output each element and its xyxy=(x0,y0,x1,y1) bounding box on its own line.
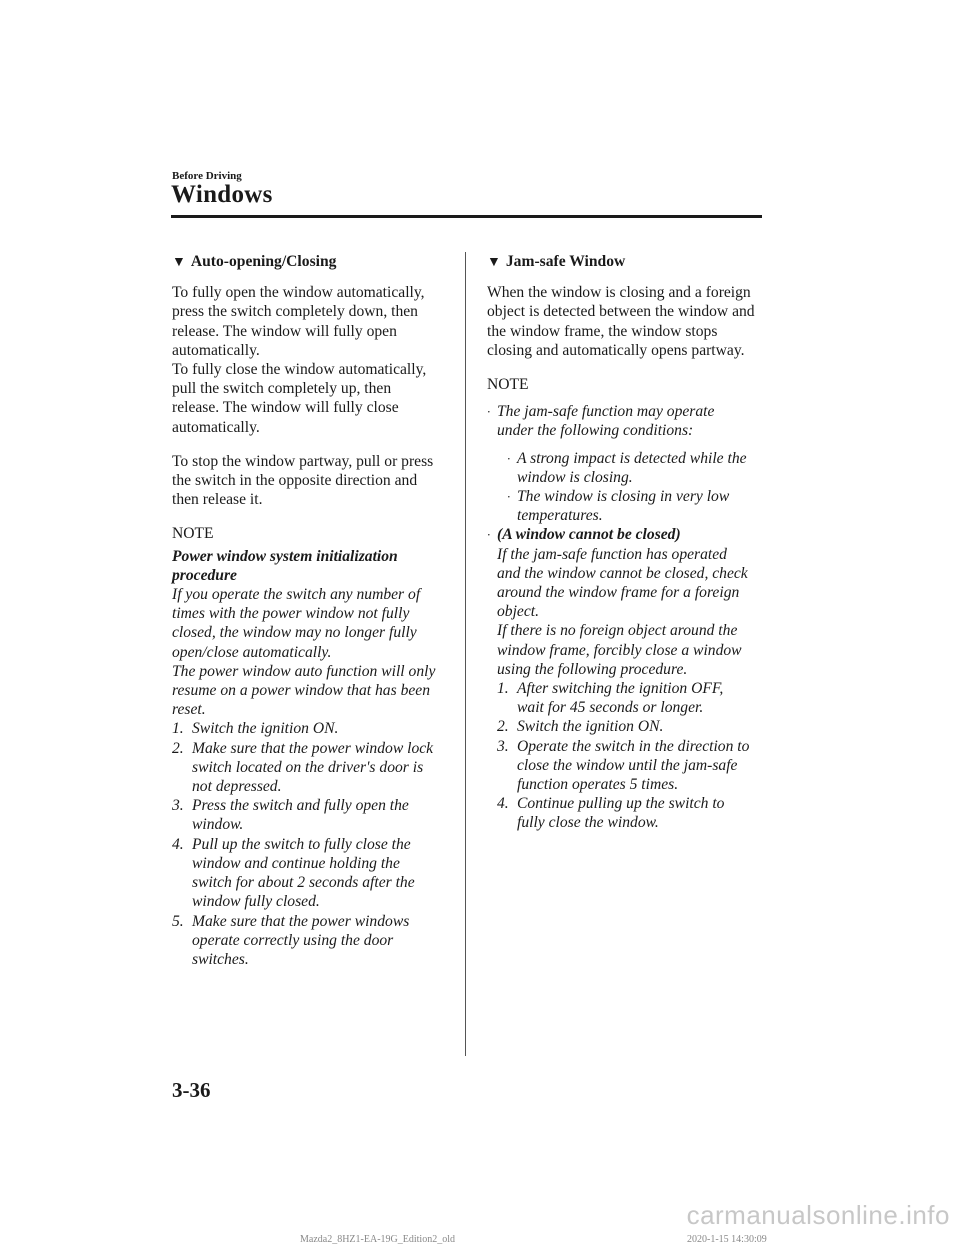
watermark: carmanualsonline.info xyxy=(686,1200,950,1230)
sub-bullet-list xyxy=(487,449,767,526)
list-item: 5. Make sure that the power windows operate correctly using the door switches. xyxy=(172,912,410,968)
column-divider xyxy=(465,252,466,1056)
jam-safe-paragraph: When the window is closing and a foreign object is detected between the window and the window frame, the window stops closing and automatically opens partway. xyxy=(487,284,755,359)
list-item: 1. After switching the ignition OFF, wait for 45 seconds or longer. xyxy=(497,680,724,717)
triangle-down-icon: ▼ xyxy=(172,255,186,270)
note-label: NOTE xyxy=(487,376,529,394)
list-item: 2. Make sure that the power window lock switch located on the driver's door is not depressed. xyxy=(172,739,434,796)
list-item: 2. Switch the ignition ON. xyxy=(497,718,664,736)
section-heading-jam-safe: ▼ Jam-safe Window xyxy=(487,253,626,270)
note-bullets xyxy=(487,402,767,832)
list-item: · (A window cannot be closed) If the jam-safe function has operated and the window cannot be closed, check around the window frame for a foreign object. If there is no foreign object around the window frame, forcibly close a window using the following procedure. 1. After switching the ignition OFF, wait for 45 seconds or longer. 2. Switch the ignition ON. 3. Operate the switch in the direction to close the window until the jam-safe function operates 5 times. 4. Continue pulling up the switch to fully close the window. xyxy=(487,526,750,832)
dot-icon: · xyxy=(487,527,491,543)
section-heading-auto-opening: ▼ Auto-opening/Closing xyxy=(172,253,337,270)
list-item: 1. Switch the ignition ON. xyxy=(172,720,339,738)
left-column: ▼ Auto-opening/Closing To fully open the window automatically, press the switch completely down, then release. The window will fully open automatically. To fully close the window automatically, pull the switch completely up, then release. The window will fully close automatically. To stop the window partway, pull or press the switch in the opposite direction and then release it. NOTE Power window system initialization procedure If you operate the switch any number of times with the power window not fully closed, the window may no longer fully open/close automatically. The power window auto function will only resume on a power window that has been reset. 1. Switch the ignition ON. 2. Make sure that the power window lock switch located on the driver's door is not depressed. 3. Press the switch and fully open the window. 4. Pull up the switch to fully close the window and continue holding the switch for about 2 seconds after the window fully closed. 5. Make sure that the power windows operate correctly using the door switches. xyxy=(172,252,444,969)
list-item: · The jam-safe function may operate under the following conditions: xyxy=(487,403,715,440)
right-column xyxy=(487,252,767,833)
dot-icon: · xyxy=(507,489,511,505)
note-title: Power window system initialization xyxy=(172,547,398,565)
triangle-down-icon: ▼ xyxy=(487,255,501,270)
header-rule xyxy=(171,215,762,218)
footer-file-id: Mazda2_8HZ1-EA-19G_Edition2_old xyxy=(300,1234,455,1245)
section-label: Before Driving xyxy=(172,170,242,182)
list-item: 4. Continue pulling up the switch to fully close the window. xyxy=(497,795,725,832)
init-steps-list xyxy=(172,719,444,969)
page-title: Windows xyxy=(171,181,273,208)
dot-icon: · xyxy=(487,404,491,420)
list-item: 3. Press the switch and fully open the window. xyxy=(172,797,409,834)
note-body: If you operate the switch any number of times with the power window not fully closed, the window may no longer fully open/close automatically. The power window auto function will only resume on a power window that has been reset. xyxy=(172,586,436,719)
note-label: NOTE xyxy=(172,525,214,543)
list-item: 3. Operate the switch in the direction to close the window until the jam-safe function operates 5 times. xyxy=(497,737,750,794)
page-number: 3-36 xyxy=(172,1078,211,1102)
list-item: 4. Pull up the switch to fully close the window and continue holding the switch for about 2 seconds after the window fully closed. xyxy=(172,835,415,911)
stop-partway-paragraph: To stop the window partway, pull or press the switch in the opposite direction and then release it. xyxy=(172,452,434,509)
dot-icon: · xyxy=(507,450,511,466)
footer-timestamp: 2020-1-15 14:30:09 xyxy=(687,1234,767,1245)
list-item: · A strong impact is detected while the window is closing. xyxy=(507,449,747,486)
auto-opening-paragraph: To fully open the window automatically, press the switch completely down, then release. The window will fully open automatically. To fully close the window automatically, pull the switch completely up, then release. The window will fully close automatically. xyxy=(172,284,427,436)
list-item: · The window is closing in very low temperatures. xyxy=(507,488,730,525)
